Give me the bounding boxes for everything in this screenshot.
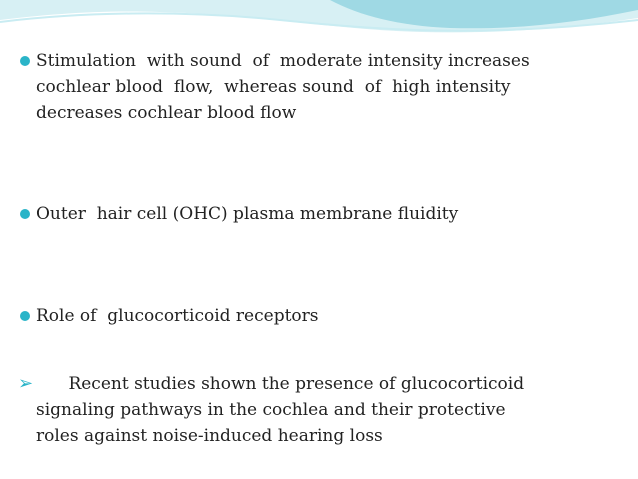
arrow-icon: ➢ bbox=[18, 373, 34, 394]
dot-icon bbox=[20, 209, 30, 219]
dot-icon bbox=[20, 311, 30, 321]
bullet-text: Outer hair cell (OHC) plasma membrane fluidity bbox=[36, 204, 459, 224]
bullet-text: Recent studies shown the presence of glucocorticoid signaling pathways in the cochlea and their protective roles against noise-induced hearing loss bbox=[36, 374, 525, 446]
dot-icon bbox=[20, 56, 30, 66]
bullet-text: Stimulation with sound of moderate intensity increases cochlear blood flow, whereas sound of high intensity decreases cochlear blood flow bbox=[36, 51, 530, 123]
decorative-waves bbox=[0, 0, 638, 45]
bullet-text: Role of glucocorticoid receptors bbox=[36, 306, 319, 326]
